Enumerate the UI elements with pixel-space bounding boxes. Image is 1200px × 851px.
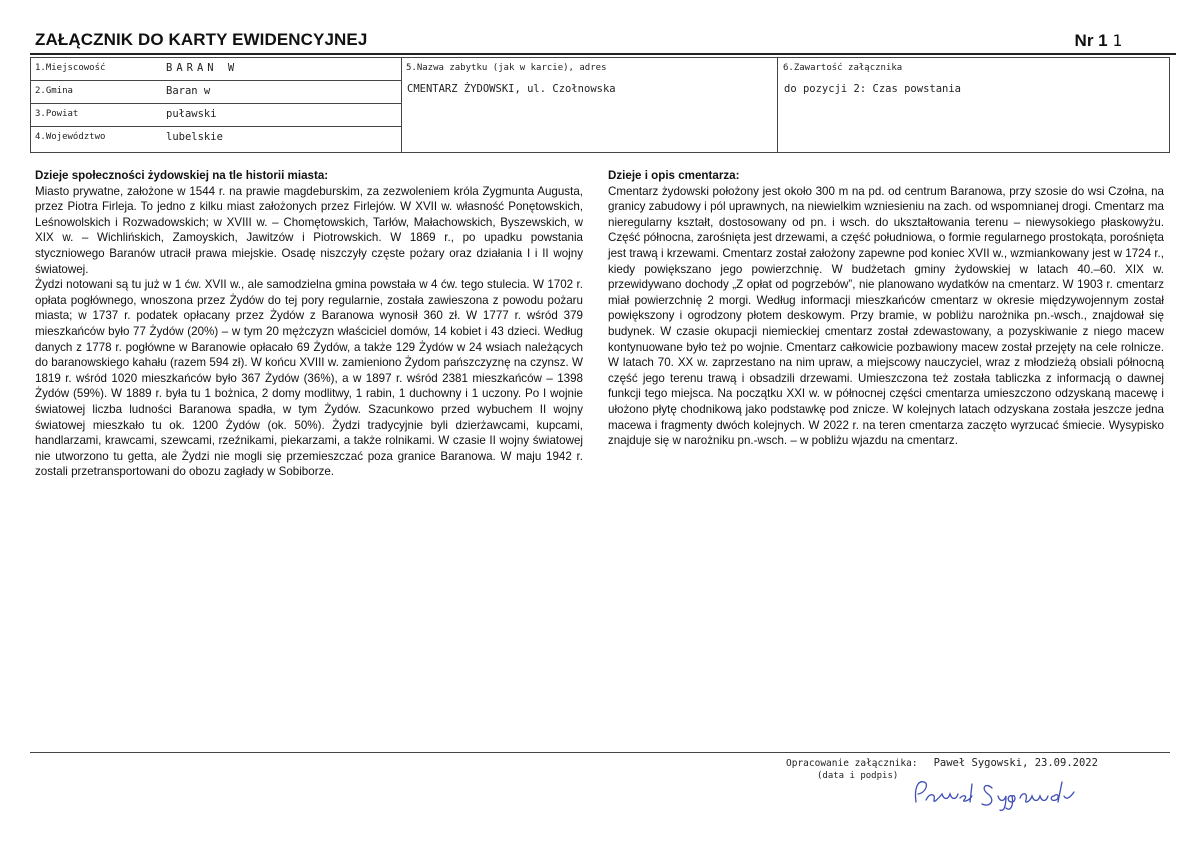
info-table [30,57,1170,153]
footer-sublabel: (data i podpis) [817,771,899,781]
document-number: Nr 1 1 [1074,31,1122,50]
info-row-voivodeship [31,127,401,152]
info-row-commune [31,81,401,104]
footer-rule [30,752,1170,753]
info-row-value: puławski [166,108,217,120]
community-history-paragraph: Żydzi notowani są tu już w 1 ćw. XVII w., ale samodzielna gmina powstała w 4 ćw. tego stulecia. W 1702 r. opłata pogłównego, wnoszona przez Żydów do tej pory regularnie, została zawieszona z powodu pożaru miasta; w 1737 r. podatek opłacany przez Żydów z Baranowa wynosił 360 zł. W 1777 r. wśród 379 mieszkańców było 77 Żydów (20%) – w tym 20 mężczyzn właściciel domów, 14 kobiet i 43 dzieci. Według danych z 1778 r. pogłówne w Baranowie opłacało 69 Żydów, a także 129 Żydów w 24 wsiach należących do baranowskiego kahału (razem 594 zł). W końcu XVIII w. zamieniono Żydom pańszczyznę na czynsz. W 1819 r. wśród 1020 mieszkańców było 367 Żydów (36%), a w 1897 r. wśród 2381 mieszkańców – 1398 Żydów (59%). W 1889 r. była tu 1 bożnica, 2 domy modlitwy, 1 rabin, 1 duchowny i 1 uczony. Po I wojnie światowej liczba ludności Baranowa spadła, w tym Żydów. Szacunkowo przed wybuchem II wojny światowej mieszkało tu ok. 1200 Żydów (ok. 50%). Żydzi tradycyjnie byli dzierżawcami, kupcami, handlarzami, krawcami, szewcami, rzeźnikami, piekarzami, a także rolnikami. W czasie II wojny światowej nie utworzono tu getta, ale Żydzi nie mogli się przemieszczać poza granice Baranowa. W maju 1942 r. zostali przetransportowani do obozu zagłady w Sobiborze. [35,278,583,479]
cemetery-history-heading: Dzieje i opis cmentarza: [608,169,740,182]
object-label: 5.Nazwa zabytku (jak w karcie), adres [406,63,607,73]
contents-value: do pozycji 2: Czas powstania [784,83,962,95]
contents-label: 6.Zawartość załącznika [783,63,903,73]
info-row-label: 4.Województwo [35,132,106,142]
community-history-heading: Dzieje społeczności żydowskiej na tle historii miasta: [35,169,329,182]
footer-author-date: Paweł Sygowski, 23.09.2022 [933,757,1098,769]
footer-prepared-by [786,757,1098,769]
object-value: CMENTARZ ŻYDOWSKI, ul. Czołnowska [407,83,616,95]
cemetery-history-section [608,168,1164,449]
info-row-value: lubelskie [166,131,223,143]
object-column [401,58,778,152]
info-row-locality [31,58,401,81]
info-row-value: Baran w [166,85,211,97]
info-row-label: 1.Miejscowość [35,63,106,73]
info-row-value: BARAN W [166,62,239,74]
community-history-paragraph: Miasto prywatne, założone w 1544 r. na prawie magdeburskim, za zezwoleniem króla Zygmunta Augusta, przez Piotra Firleja. To jedno z kilku miast założonych przez Firlejów. W XVII w. własność Ponętowskich, Leśnowolskich i Rozwadowskich; w XVIII w. – Chomętowskich, Tarłów, Małachowskich, Byszewskich, w XIX w. – Wichlińskich, Zamoyskich, Jawitzów i Piotrowskich. W 1869 r., po upadku powstania styczniowego Baranów utracił prawa miejskie. Osadę niszczyły częste pożary oraz działania I i II wojny światowej. [35,184,583,276]
info-row-county [31,104,401,127]
location-column [31,58,402,152]
community-history-section [35,168,583,480]
document-title: ZAŁĄCZNIK DO KARTY EWIDENCYJNEJ [35,30,368,49]
header-rule [30,53,1176,55]
document-number-handwritten: 1 [1112,31,1122,50]
contents-column [778,58,1169,152]
info-row-label: 3.Powiat [35,109,79,119]
handwritten-signature [906,774,1096,814]
info-row-label: 2.Gmina [35,86,73,96]
footer-label: Opracowanie załącznika: [786,758,918,769]
cemetery-history-paragraph: Cmentarz żydowski położony jest około 300 m na pd. od centrum Baranowa, przy szosie do wsi Czołna, na granicy zabudowy i pól uprawnych, na niewielkim wzniesieniu na zach. od wspomnianej drogi. Cmentarz ma nieregularny kształt, dostosowany od pn. i wsch. do ukształtowania terenu – niewysokiego płaskowyżu. Część północna, zarośnięta jest drzewami, a część południowa, o formie regularnego prostokąta, porośnięta jest trawą i krzewami. Cmentarz został założony zapewne pod koniec XVII w., wzmiankowany jest w 1724 r., kiedy powiększano jego powierzchnię. W budżetach gminy żydowskiej w latach 40.–60. XIX w. przewidywano dochody „Z opłat od pogrzebów”, nie planowano wydatków na cmentarz. W 1903 r. cmentarz miał powierzchnię 2 morgi. Według informacji mieszkańców cmentarz w okresie międzywojennym został powiększony i ogrodzony płotem deskowym. Przy bramie, w pobliżu narożnika pn.-wsch., znajdował się budynek. W czasie okupacji niemieckiej cmentarz został zdewastowany, a pozyskiwanie z niego macew kontynuowane było też po wojnie. Cmentarz całkowicie pozbawiony macew został przejęty na cele rolnicze. W latach 70. XX w. zaprzestano na nim upraw, a miejscowy nauczyciel, wraz z młodzieżą obsiali północną część jego terenu trawą i obsadzili drzewami. Umieszczona też została tabliczka z informacją o dawnej funkcji tego miejsca. Na początku XXI w. w północnej części cmentarza umieszczono odzyskaną macewę i ułożono płytę chodnikową jako podstawkę pod znicze. W kolejnych latach odzyskana została jeszcze jedna macewa i fragmenty dwóch kolejnych. W 2022 r. na teren cmentarza zaczęto wyrzucać śmiecie. Wysypisko znajduje się w narożniku pn.-wsch. – w pobliżu wjazdu na cmentarz. [608,184,1164,448]
